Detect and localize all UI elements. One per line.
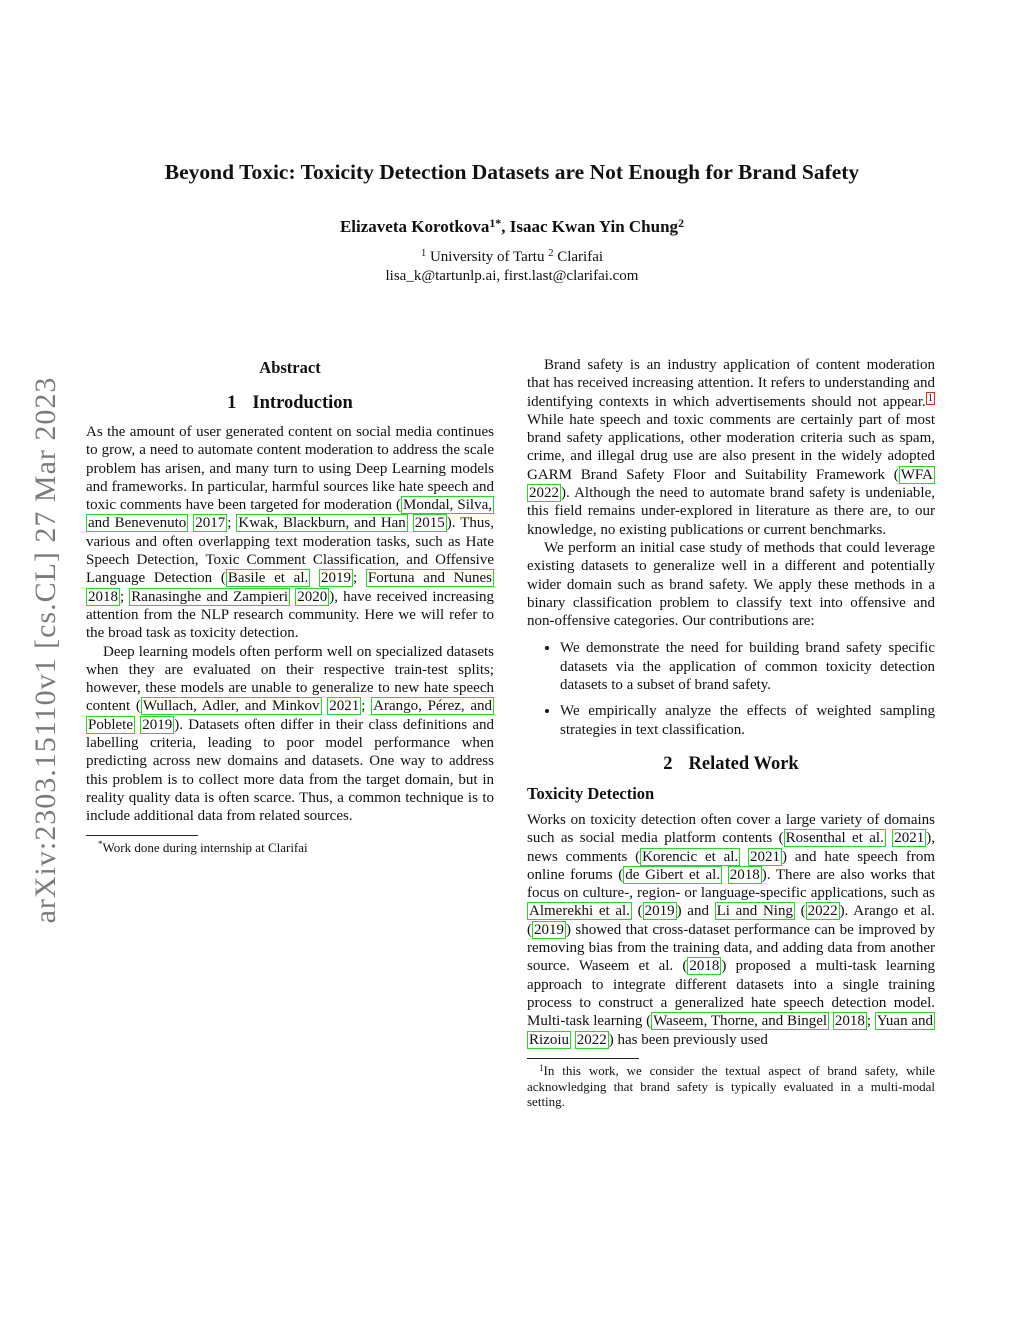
citation-link[interactable]: Arango, Pérez, and Poblete xyxy=(88,698,492,733)
section-title: Related Work xyxy=(688,753,799,774)
section-number: 1 xyxy=(227,393,237,413)
citation-link[interactable]: 2015 xyxy=(414,515,445,532)
section-heading-related-work xyxy=(527,754,935,775)
citation-link[interactable]: Yuan and Rizoiu xyxy=(529,1013,934,1048)
superscript-label: 1 xyxy=(420,248,427,260)
citation-link[interactable]: Almerekhi et al. xyxy=(529,903,630,920)
intro-paragraph-1: As the amount of user generated content on social media continues to grow, a need to automate content moderation to address the scale problem has arisen, and many turn to using Deep Learning models and frameworks. In particular, harmful sources like hate speech and toxic comments have been targeted for moderation ( Mondal, Silva, and Benevenuto 2017 ; Kwak, Blackburn, and Han 2015 ). Thus, various and often overlapping text moderation tasks, such as Hate Speech Detection, Toxic Comment Classification, and Offensive Language Detection ( Basile et al. 2019 ; Fortuna and Nunes 2018 ; Ranasinghe and Zampieri 2020 ), have received increasing attention from the NLP research community. Here we will refer to the broad task as toxicity detection. xyxy=(86,424,495,642)
citation-link[interactable]: Wullach, Adler, and Minkov xyxy=(142,698,320,715)
case-study-paragraph: We perform an initial case study of methods that could leverage existing datasets to generalize well in a different and potentially wider domain such as brand safety. We apply these methods in a binary classification problem to classify text into offensive and non-offensive categories. Our contributions are: xyxy=(527,539,935,630)
left-column xyxy=(86,358,494,855)
citation-link[interactable]: 2022 xyxy=(576,1031,607,1048)
citation-link[interactable]: Korencic et al. xyxy=(642,848,739,865)
intro-paragraph-2: Deep learning models often perform well on specialized datasets when they are evaluated on their respective train-test splits; however, these models are unable to generalize to new hate speech content ( Wullach, Adler, and Minkov 2021 ; Arango, Pérez, and Poblete 2019 ). Datasets often differ in their class definitions and labelling criteria, leading to poor model performance when predicting across new domains and datasets. One way to address this problem is to collect more data from the target domain, but in reality quality data is often scarce. Thus, a common technique is to include additional data from related sources. xyxy=(86,643,494,825)
citation-link[interactable]: 2019 xyxy=(644,903,675,920)
citation-link[interactable]: Ranasinghe and Zampieri xyxy=(131,588,289,605)
footnote-marker-link[interactable]: 1 xyxy=(927,392,933,404)
footnote-rule xyxy=(527,1058,639,1059)
citation-link[interactable]: 2018 xyxy=(689,958,720,975)
citation-link[interactable]: 2019 xyxy=(142,716,173,733)
citation-link[interactable]: de Gibert et al. xyxy=(625,866,721,883)
abstract-heading: Abstract xyxy=(259,358,321,377)
citation-link[interactable]: 2019 xyxy=(534,921,564,938)
citation-link[interactable]: Rosenthal et al. xyxy=(785,830,884,847)
contribution-item-2: • We empirically analyze the effects of weighted sampling strategies in text classification. xyxy=(560,702,935,739)
superscript-label: 2 xyxy=(548,248,554,260)
citation-link[interactable]: 2018 xyxy=(834,1013,865,1030)
citation-link[interactable]: 2022 xyxy=(529,485,559,502)
section-heading-introduction xyxy=(86,393,494,414)
citation-link[interactable]: Mondal, Silva, and Benevenuto xyxy=(88,497,492,532)
citation-link[interactable]: 2017 xyxy=(195,515,226,532)
related-work-paragraph: Works on toxicity detection often cover a large variety of domains such as social media platform contents ( Rosenthal et al. 2021 ), news comments ( Korencic et al. 2021 ) and hate speech from online forums ( de Gibert et al. 2018 ). There are also works that focus on culture-, region- or language-specific applications, such as Almerekhi et al. ( 2019 ) and Li and Ning ( 2022 ). Arango et al. ( 2019 ) showed that cross-dataset performance can be improved by removing bias from the training data, and adding data from another source. Waseem et al. ( 2018 ) proposed a multi-task learning approach to integrate different datasets into a single training process to construct a generalized hate speech detection model. Multi-task learning ( Waseem, Thorne, and Bingel 2018 ; Yuan and Rizoiu 2022 ) has been previously used xyxy=(527,811,936,1048)
citation-link[interactable]: 2021 xyxy=(750,848,781,865)
footnote-internship: *Work done during internship at Clarifai xyxy=(98,839,308,855)
citation-link[interactable]: Li and Ning xyxy=(716,903,793,920)
section-title: Introduction xyxy=(252,393,353,413)
contribution-item-1: • We demonstrate the need for building brand safety specific datasets via the application of common toxicity detection datasets to a subset of brand safety. xyxy=(560,639,935,694)
paper-title: Beyond Toxic: Toxicity Detection Datasets are Not Enough for Brand Safety xyxy=(164,160,860,184)
citation-link[interactable]: Basile et al. xyxy=(227,570,309,587)
affiliations-line: $^1$ University of Tartu $^2$ Clarifai xyxy=(420,248,604,265)
authors-line: Elizaveta Korotkova$^{1*}$, Isaac Kwan Yin Chung$^2$ xyxy=(339,215,685,236)
arxiv-watermark: arXiv:2303.15110v1 [cs.CL] 27 Mar 2023 xyxy=(29,376,62,924)
superscript-label: 2 xyxy=(678,215,685,230)
citation-link[interactable]: 2020 xyxy=(297,588,328,605)
citation-link[interactable]: 2019 xyxy=(321,570,351,587)
footnote-rule xyxy=(86,835,198,836)
citation-link[interactable]: Waseem, Thorne, and Bingel xyxy=(653,1013,828,1030)
superscript-label: 1* xyxy=(489,215,502,230)
superscript-label: 1 xyxy=(539,1062,544,1073)
citation-link[interactable]: 2018 xyxy=(729,866,760,883)
citation-link[interactable]: Kwak, Blackburn, and Han xyxy=(238,515,406,532)
subsection-heading-toxicity-detection: Toxicity Detection xyxy=(527,783,655,803)
section-number: 2 xyxy=(663,753,673,774)
footnote-textual-aspect: $^1$In this work, we consider the textual aspect of brand safety, while acknowledging that brand safety is typically evaluated in a multi-modal setting. xyxy=(527,1062,935,1110)
citation-link[interactable]: 2018 xyxy=(88,588,118,605)
citation-link[interactable]: Fortuna and Nunes xyxy=(367,570,493,587)
citation-link[interactable]: 2022 xyxy=(807,903,838,920)
citation-link[interactable]: 2021 xyxy=(894,830,925,847)
superscript-label: * xyxy=(98,839,103,850)
brand-safety-paragraph: Brand safety is an industry application of content moderation that has received increasing attention. It refers to understanding and identifying contexts in which advertisements should not appear. $^1$ While hate speech and toxic comments are certainly part of most brand safety applications, other moderation criteria such as spam, crime, and illegal drug use are also present in the widely adopted GARM Brand Safety Floor and Suitability Framework ( WFA 2022 ). Although the need to automate brand safety is undeniable, this field remains under-explored in literature as there are, to our knowledge, no existing publications or current benchmarks. xyxy=(527,357,935,538)
right-column xyxy=(527,356,935,1110)
citation-link[interactable]: WFA xyxy=(900,466,933,483)
contributions-list xyxy=(527,639,935,738)
emails-line: lisa_k@tartunlp.ai, first.last@clarifai.com xyxy=(385,268,639,284)
citation-link[interactable]: 2021 xyxy=(329,698,360,715)
